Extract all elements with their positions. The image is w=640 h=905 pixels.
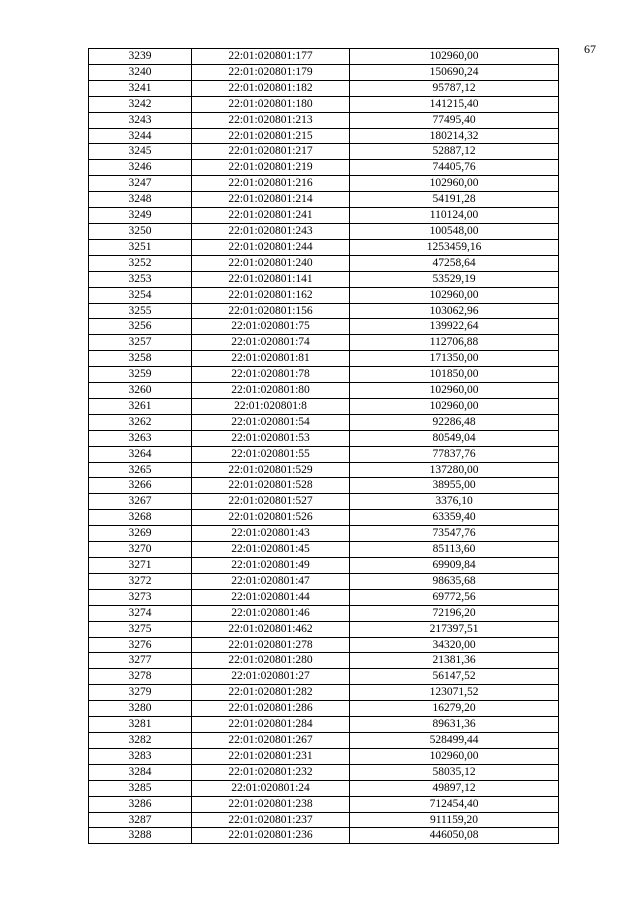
table-row <box>89 780 559 796</box>
registry-table <box>88 48 559 844</box>
cadastral-number-cell: 22:01:020801:177 <box>192 49 350 65</box>
cadastral-number-cell: 22:01:020801:80 <box>192 383 350 399</box>
cadastral-value-cell: 52887,12 <box>350 144 559 160</box>
cadastral-value-cell: 712454,40 <box>350 796 559 812</box>
cadastral-value-cell: 180214,32 <box>350 128 559 144</box>
row-number-cell: 3239 <box>89 49 192 65</box>
cadastral-value-cell: 171350,00 <box>350 351 559 367</box>
row-number-cell: 3241 <box>89 80 192 96</box>
table-row <box>89 49 559 65</box>
table-row <box>89 96 559 112</box>
table-row <box>89 573 559 589</box>
cadastral-value-cell: 1253459,16 <box>350 239 559 255</box>
table-row <box>89 128 559 144</box>
cadastral-value-cell: 77495,40 <box>350 112 559 128</box>
cadastral-value-cell: 100548,00 <box>350 223 559 239</box>
cadastral-value-cell: 112706,88 <box>350 335 559 351</box>
table-row <box>89 796 559 812</box>
cadastral-value-cell: 85113,60 <box>350 542 559 558</box>
cadastral-number-cell: 22:01:020801:217 <box>192 144 350 160</box>
cadastral-value-cell: 911159,20 <box>350 812 559 828</box>
table-row <box>89 605 559 621</box>
table-row <box>89 367 559 383</box>
row-number-cell: 3242 <box>89 96 192 112</box>
cadastral-number-cell: 22:01:020801:182 <box>192 80 350 96</box>
cadastral-value-cell: 110124,00 <box>350 208 559 224</box>
cadastral-value-cell: 89631,36 <box>350 717 559 733</box>
cadastral-number-cell: 22:01:020801:219 <box>192 160 350 176</box>
row-number-cell: 3273 <box>89 589 192 605</box>
row-number-cell: 3287 <box>89 812 192 828</box>
row-number-cell: 3252 <box>89 255 192 271</box>
cadastral-number-cell: 22:01:020801:81 <box>192 351 350 367</box>
cadastral-value-cell: 141215,40 <box>350 96 559 112</box>
cadastral-number-cell: 22:01:020801:238 <box>192 796 350 812</box>
cadastral-number-cell: 22:01:020801:162 <box>192 287 350 303</box>
cadastral-number-cell: 22:01:020801:282 <box>192 685 350 701</box>
row-number-cell: 3243 <box>89 112 192 128</box>
row-number-cell: 3266 <box>89 478 192 494</box>
table-row <box>89 558 559 574</box>
row-number-cell: 3244 <box>89 128 192 144</box>
cadastral-number-cell: 22:01:020801:24 <box>192 780 350 796</box>
row-number-cell: 3274 <box>89 605 192 621</box>
cadastral-value-cell: 16279,20 <box>350 701 559 717</box>
row-number-cell: 3268 <box>89 510 192 526</box>
table-row <box>89 430 559 446</box>
cadastral-value-cell: 63359,40 <box>350 510 559 526</box>
cadastral-value-cell: 102960,00 <box>350 287 559 303</box>
cadastral-value-cell: 47258,64 <box>350 255 559 271</box>
cadastral-value-cell: 102960,00 <box>350 383 559 399</box>
cadastral-number-cell: 22:01:020801:179 <box>192 64 350 80</box>
cadastral-number-cell: 22:01:020801:526 <box>192 510 350 526</box>
cadastral-value-cell: 446050,08 <box>350 828 559 844</box>
cadastral-number-cell: 22:01:020801:45 <box>192 542 350 558</box>
cadastral-number-cell: 22:01:020801:156 <box>192 303 350 319</box>
table-row <box>89 239 559 255</box>
table-row <box>89 64 559 80</box>
table-row <box>89 732 559 748</box>
table-row <box>89 160 559 176</box>
row-number-cell: 3269 <box>89 526 192 542</box>
row-number-cell: 3282 <box>89 732 192 748</box>
cadastral-value-cell: 92286,48 <box>350 414 559 430</box>
cadastral-value-cell: 98635,68 <box>350 573 559 589</box>
registry-table-body <box>89 49 559 844</box>
cadastral-value-cell: 139922,64 <box>350 319 559 335</box>
row-number-cell: 3255 <box>89 303 192 319</box>
row-number-cell: 3279 <box>89 685 192 701</box>
cadastral-number-cell: 22:01:020801:214 <box>192 192 350 208</box>
table-row <box>89 144 559 160</box>
table-row <box>89 637 559 653</box>
row-number-cell: 3258 <box>89 351 192 367</box>
cadastral-number-cell: 22:01:020801:55 <box>192 446 350 462</box>
row-number-cell: 3248 <box>89 192 192 208</box>
table-row <box>89 319 559 335</box>
cadastral-number-cell: 22:01:020801:240 <box>192 255 350 271</box>
row-number-cell: 3240 <box>89 64 192 80</box>
cadastral-number-cell: 22:01:020801:280 <box>192 653 350 669</box>
table-row <box>89 685 559 701</box>
cadastral-value-cell: 101850,00 <box>350 367 559 383</box>
table-row <box>89 414 559 430</box>
cadastral-number-cell: 22:01:020801:243 <box>192 223 350 239</box>
cadastral-value-cell: 69772,56 <box>350 589 559 605</box>
cadastral-number-cell: 22:01:020801:267 <box>192 732 350 748</box>
table-row <box>89 812 559 828</box>
page-number: 67 <box>584 42 596 56</box>
cadastral-number-cell: 22:01:020801:236 <box>192 828 350 844</box>
cadastral-number-cell: 22:01:020801:53 <box>192 430 350 446</box>
row-number-cell: 3270 <box>89 542 192 558</box>
table-row <box>89 764 559 780</box>
cadastral-number-cell: 22:01:020801:47 <box>192 573 350 589</box>
table-row <box>89 287 559 303</box>
table-row <box>89 208 559 224</box>
cadastral-value-cell: 217397,51 <box>350 621 559 637</box>
cadastral-number-cell: 22:01:020801:241 <box>192 208 350 224</box>
cadastral-value-cell: 77837,76 <box>350 446 559 462</box>
cadastral-number-cell: 22:01:020801:44 <box>192 589 350 605</box>
row-number-cell: 3259 <box>89 367 192 383</box>
cadastral-value-cell: 102960,00 <box>350 398 559 414</box>
row-number-cell: 3260 <box>89 383 192 399</box>
cadastral-value-cell: 74405,76 <box>350 160 559 176</box>
row-number-cell: 3247 <box>89 176 192 192</box>
row-number-cell: 3249 <box>89 208 192 224</box>
cadastral-value-cell: 95787,12 <box>350 80 559 96</box>
table-row <box>89 653 559 669</box>
cadastral-number-cell: 22:01:020801:213 <box>192 112 350 128</box>
cadastral-number-cell: 22:01:020801:46 <box>192 605 350 621</box>
cadastral-number-cell: 22:01:020801:215 <box>192 128 350 144</box>
table-row <box>89 271 559 287</box>
cadastral-value-cell: 54191,28 <box>350 192 559 208</box>
cadastral-number-cell: 22:01:020801:27 <box>192 669 350 685</box>
cadastral-number-cell: 22:01:020801:216 <box>192 176 350 192</box>
table-row <box>89 828 559 844</box>
table-row <box>89 303 559 319</box>
cadastral-value-cell: 3376,10 <box>350 494 559 510</box>
row-number-cell: 3276 <box>89 637 192 653</box>
row-number-cell: 3281 <box>89 717 192 733</box>
cadastral-number-cell: 22:01:020801:286 <box>192 701 350 717</box>
cadastral-number-cell: 22:01:020801:75 <box>192 319 350 335</box>
row-number-cell: 3283 <box>89 748 192 764</box>
cadastral-value-cell: 56147,52 <box>350 669 559 685</box>
table-row <box>89 701 559 717</box>
cadastral-number-cell: 22:01:020801:49 <box>192 558 350 574</box>
row-number-cell: 3284 <box>89 764 192 780</box>
row-number-cell: 3278 <box>89 669 192 685</box>
cadastral-value-cell: 21381,36 <box>350 653 559 669</box>
cadastral-value-cell: 123071,52 <box>350 685 559 701</box>
row-number-cell: 3245 <box>89 144 192 160</box>
table-row <box>89 351 559 367</box>
table-row <box>89 717 559 733</box>
table-row <box>89 176 559 192</box>
cadastral-number-cell: 22:01:020801:74 <box>192 335 350 351</box>
cadastral-number-cell: 22:01:020801:43 <box>192 526 350 542</box>
cadastral-number-cell: 22:01:020801:278 <box>192 637 350 653</box>
table-row <box>89 80 559 96</box>
cadastral-value-cell: 137280,00 <box>350 462 559 478</box>
row-number-cell: 3271 <box>89 558 192 574</box>
cadastral-value-cell: 73547,76 <box>350 526 559 542</box>
row-number-cell: 3256 <box>89 319 192 335</box>
cadastral-number-cell: 22:01:020801:529 <box>192 462 350 478</box>
cadastral-number-cell: 22:01:020801:232 <box>192 764 350 780</box>
cadastral-number-cell: 22:01:020801:8 <box>192 398 350 414</box>
cadastral-value-cell: 80549,04 <box>350 430 559 446</box>
row-number-cell: 3277 <box>89 653 192 669</box>
row-number-cell: 3261 <box>89 398 192 414</box>
row-number-cell: 3272 <box>89 573 192 589</box>
cadastral-number-cell: 22:01:020801:528 <box>192 478 350 494</box>
row-number-cell: 3267 <box>89 494 192 510</box>
row-number-cell: 3253 <box>89 271 192 287</box>
table-row <box>89 446 559 462</box>
table-row <box>89 748 559 764</box>
cadastral-value-cell: 102960,00 <box>350 176 559 192</box>
cadastral-number-cell: 22:01:020801:78 <box>192 367 350 383</box>
table-row <box>89 621 559 637</box>
cadastral-value-cell: 69909,84 <box>350 558 559 574</box>
table-row <box>89 462 559 478</box>
cadastral-value-cell: 38955,00 <box>350 478 559 494</box>
cadastral-number-cell: 22:01:020801:141 <box>192 271 350 287</box>
table-row <box>89 669 559 685</box>
cadastral-value-cell: 102960,00 <box>350 49 559 65</box>
row-number-cell: 3263 <box>89 430 192 446</box>
cadastral-number-cell: 22:01:020801:231 <box>192 748 350 764</box>
table-row <box>89 255 559 271</box>
table-row <box>89 112 559 128</box>
table-row <box>89 494 559 510</box>
table-row <box>89 383 559 399</box>
cadastral-number-cell: 22:01:020801:462 <box>192 621 350 637</box>
cadastral-value-cell: 103062,96 <box>350 303 559 319</box>
row-number-cell: 3275 <box>89 621 192 637</box>
row-number-cell: 3264 <box>89 446 192 462</box>
table-row <box>89 192 559 208</box>
cadastral-number-cell: 22:01:020801:284 <box>192 717 350 733</box>
row-number-cell: 3262 <box>89 414 192 430</box>
row-number-cell: 3288 <box>89 828 192 844</box>
table-row <box>89 542 559 558</box>
cadastral-value-cell: 53529,19 <box>350 271 559 287</box>
table-row <box>89 223 559 239</box>
table-row <box>89 589 559 605</box>
table-row <box>89 335 559 351</box>
cadastral-value-cell: 49897,12 <box>350 780 559 796</box>
cadastral-number-cell: 22:01:020801:244 <box>192 239 350 255</box>
row-number-cell: 3285 <box>89 780 192 796</box>
table-row <box>89 398 559 414</box>
row-number-cell: 3251 <box>89 239 192 255</box>
cadastral-number-cell: 22:01:020801:527 <box>192 494 350 510</box>
table-row <box>89 526 559 542</box>
row-number-cell: 3265 <box>89 462 192 478</box>
cadastral-number-cell: 22:01:020801:180 <box>192 96 350 112</box>
cadastral-number-cell: 22:01:020801:54 <box>192 414 350 430</box>
cadastral-value-cell: 528499,44 <box>350 732 559 748</box>
cadastral-value-cell: 58035,12 <box>350 764 559 780</box>
row-number-cell: 3246 <box>89 160 192 176</box>
row-number-cell: 3280 <box>89 701 192 717</box>
cadastral-value-cell: 34320,00 <box>350 637 559 653</box>
table-row <box>89 510 559 526</box>
cadastral-value-cell: 72196,20 <box>350 605 559 621</box>
cadastral-value-cell: 150690,24 <box>350 64 559 80</box>
row-number-cell: 3257 <box>89 335 192 351</box>
row-number-cell: 3286 <box>89 796 192 812</box>
table-row <box>89 478 559 494</box>
cadastral-number-cell: 22:01:020801:237 <box>192 812 350 828</box>
row-number-cell: 3250 <box>89 223 192 239</box>
row-number-cell: 3254 <box>89 287 192 303</box>
cadastral-value-cell: 102960,00 <box>350 748 559 764</box>
